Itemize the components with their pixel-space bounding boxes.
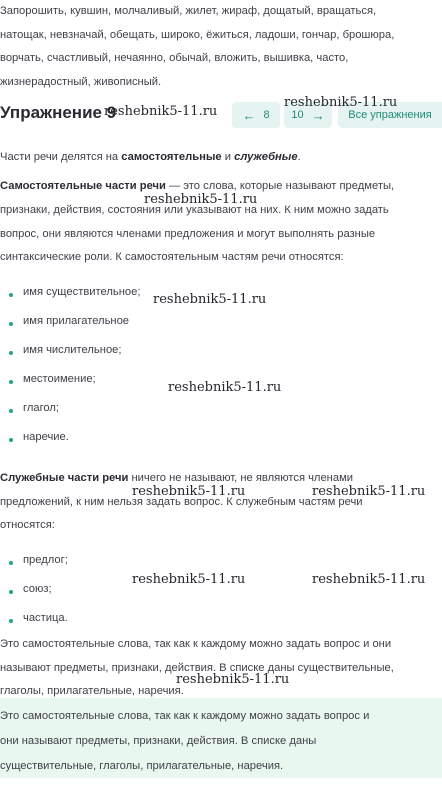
paragraph-line: относятся: — [0, 519, 55, 531]
intro-line: натощак, невзначай, обещать, широко, ёжиться, ладоши, гончар, брошюра, — [0, 29, 395, 41]
list-item: предлог; — [23, 554, 68, 566]
list-item: частица. — [23, 612, 68, 624]
bullet-icon — [9, 322, 13, 326]
all-exercises-label: Все упражнения — [348, 109, 432, 121]
paragraph-line: предложений, к ним нельзя задать вопрос. К служебным частям речи — [0, 496, 363, 508]
bullet-icon — [9, 380, 13, 384]
prev-exercise-label: 8 — [263, 109, 270, 121]
watermark: reshebnik5-11.ru — [153, 292, 267, 307]
list-item: имя числительное; — [23, 344, 122, 356]
list-item: союз; — [23, 583, 52, 595]
arrow-right-icon: → — [311, 107, 325, 123]
arrow-left-icon: ← — [242, 107, 256, 123]
intro-line: ворчать, счастливый, нечаянно, обычай, вложить, вышивка, часто, — [0, 52, 349, 64]
answer-line: они называют предметы, признаки, действия. В списке даны — [0, 735, 317, 747]
answer-line: Это самостоятельные слова, так как к каждому можно задать вопрос и — [0, 710, 370, 722]
paragraph-line: называют предметы, признаки, действия. В списке даны существительные, — [0, 662, 394, 674]
prev-exercise-button[interactable] — [232, 102, 280, 128]
list-item: местоимение; — [23, 373, 96, 385]
independent-definition: Самостоятельные части речи — это слова, которые называют предметы, — [0, 180, 395, 192]
watermark: reshebnik5-11.ru — [144, 192, 258, 207]
paragraph-parts-of-speech: Части речи делятся на самостоятельные и служебные. — [0, 151, 301, 163]
next-exercise-label: 10 — [291, 109, 304, 121]
paragraph-line: признаки, действия, состояния или указывают на них. К ним можно задать — [0, 204, 389, 216]
bullet-icon — [9, 561, 13, 565]
bullet-icon — [9, 293, 13, 297]
bullet-icon — [9, 619, 13, 623]
watermark: reshebnik5-11.ru — [312, 572, 426, 587]
watermark: reshebnik5-11.ru — [104, 104, 218, 119]
list-item: наречие. — [23, 431, 69, 443]
intro-line: Запорошить, кувшин, молчаливый, жилет, жираф, дощатый, вращаться, — [0, 5, 377, 17]
list-item: имя существительное; — [23, 286, 141, 298]
list-item: имя прилагательное — [23, 315, 130, 327]
answer-line: существительные, глаголы, прилагательные, наречия. — [0, 760, 284, 772]
watermark: reshebnik5-11.ru — [132, 484, 246, 499]
paragraph-line: вопрос, они являются членами предложения и могут выполнять разные — [0, 228, 376, 240]
paragraph-line: глаголы, прилагательные, наречия. — [0, 685, 184, 697]
watermark: reshebnik5-11.ru — [168, 380, 282, 395]
watermark: reshebnik5-11.ru — [176, 672, 290, 687]
list-item: глагол; — [23, 402, 60, 414]
bullet-icon — [9, 590, 13, 594]
bullet-icon — [9, 351, 13, 355]
bullet-icon — [9, 409, 13, 413]
watermark: reshebnik5-11.ru — [132, 572, 246, 587]
paragraph-line: Это самостоятельные слова, так как к каждому можно задать вопрос и они — [0, 638, 392, 650]
intro-line: жизнерадостный, живописный. — [0, 76, 162, 88]
paragraph-line: синтаксические роли. К самостоятельным частям речи относятся: — [0, 251, 344, 263]
exercise-title: Упражнение 9 — [0, 103, 117, 122]
watermark: reshebnik5-11.ru — [284, 95, 398, 110]
bullet-icon — [9, 438, 13, 442]
function-words-definition: Служебные части речи ничего не называют, не являются членами — [0, 472, 354, 484]
watermark: reshebnik5-11.ru — [312, 484, 426, 499]
